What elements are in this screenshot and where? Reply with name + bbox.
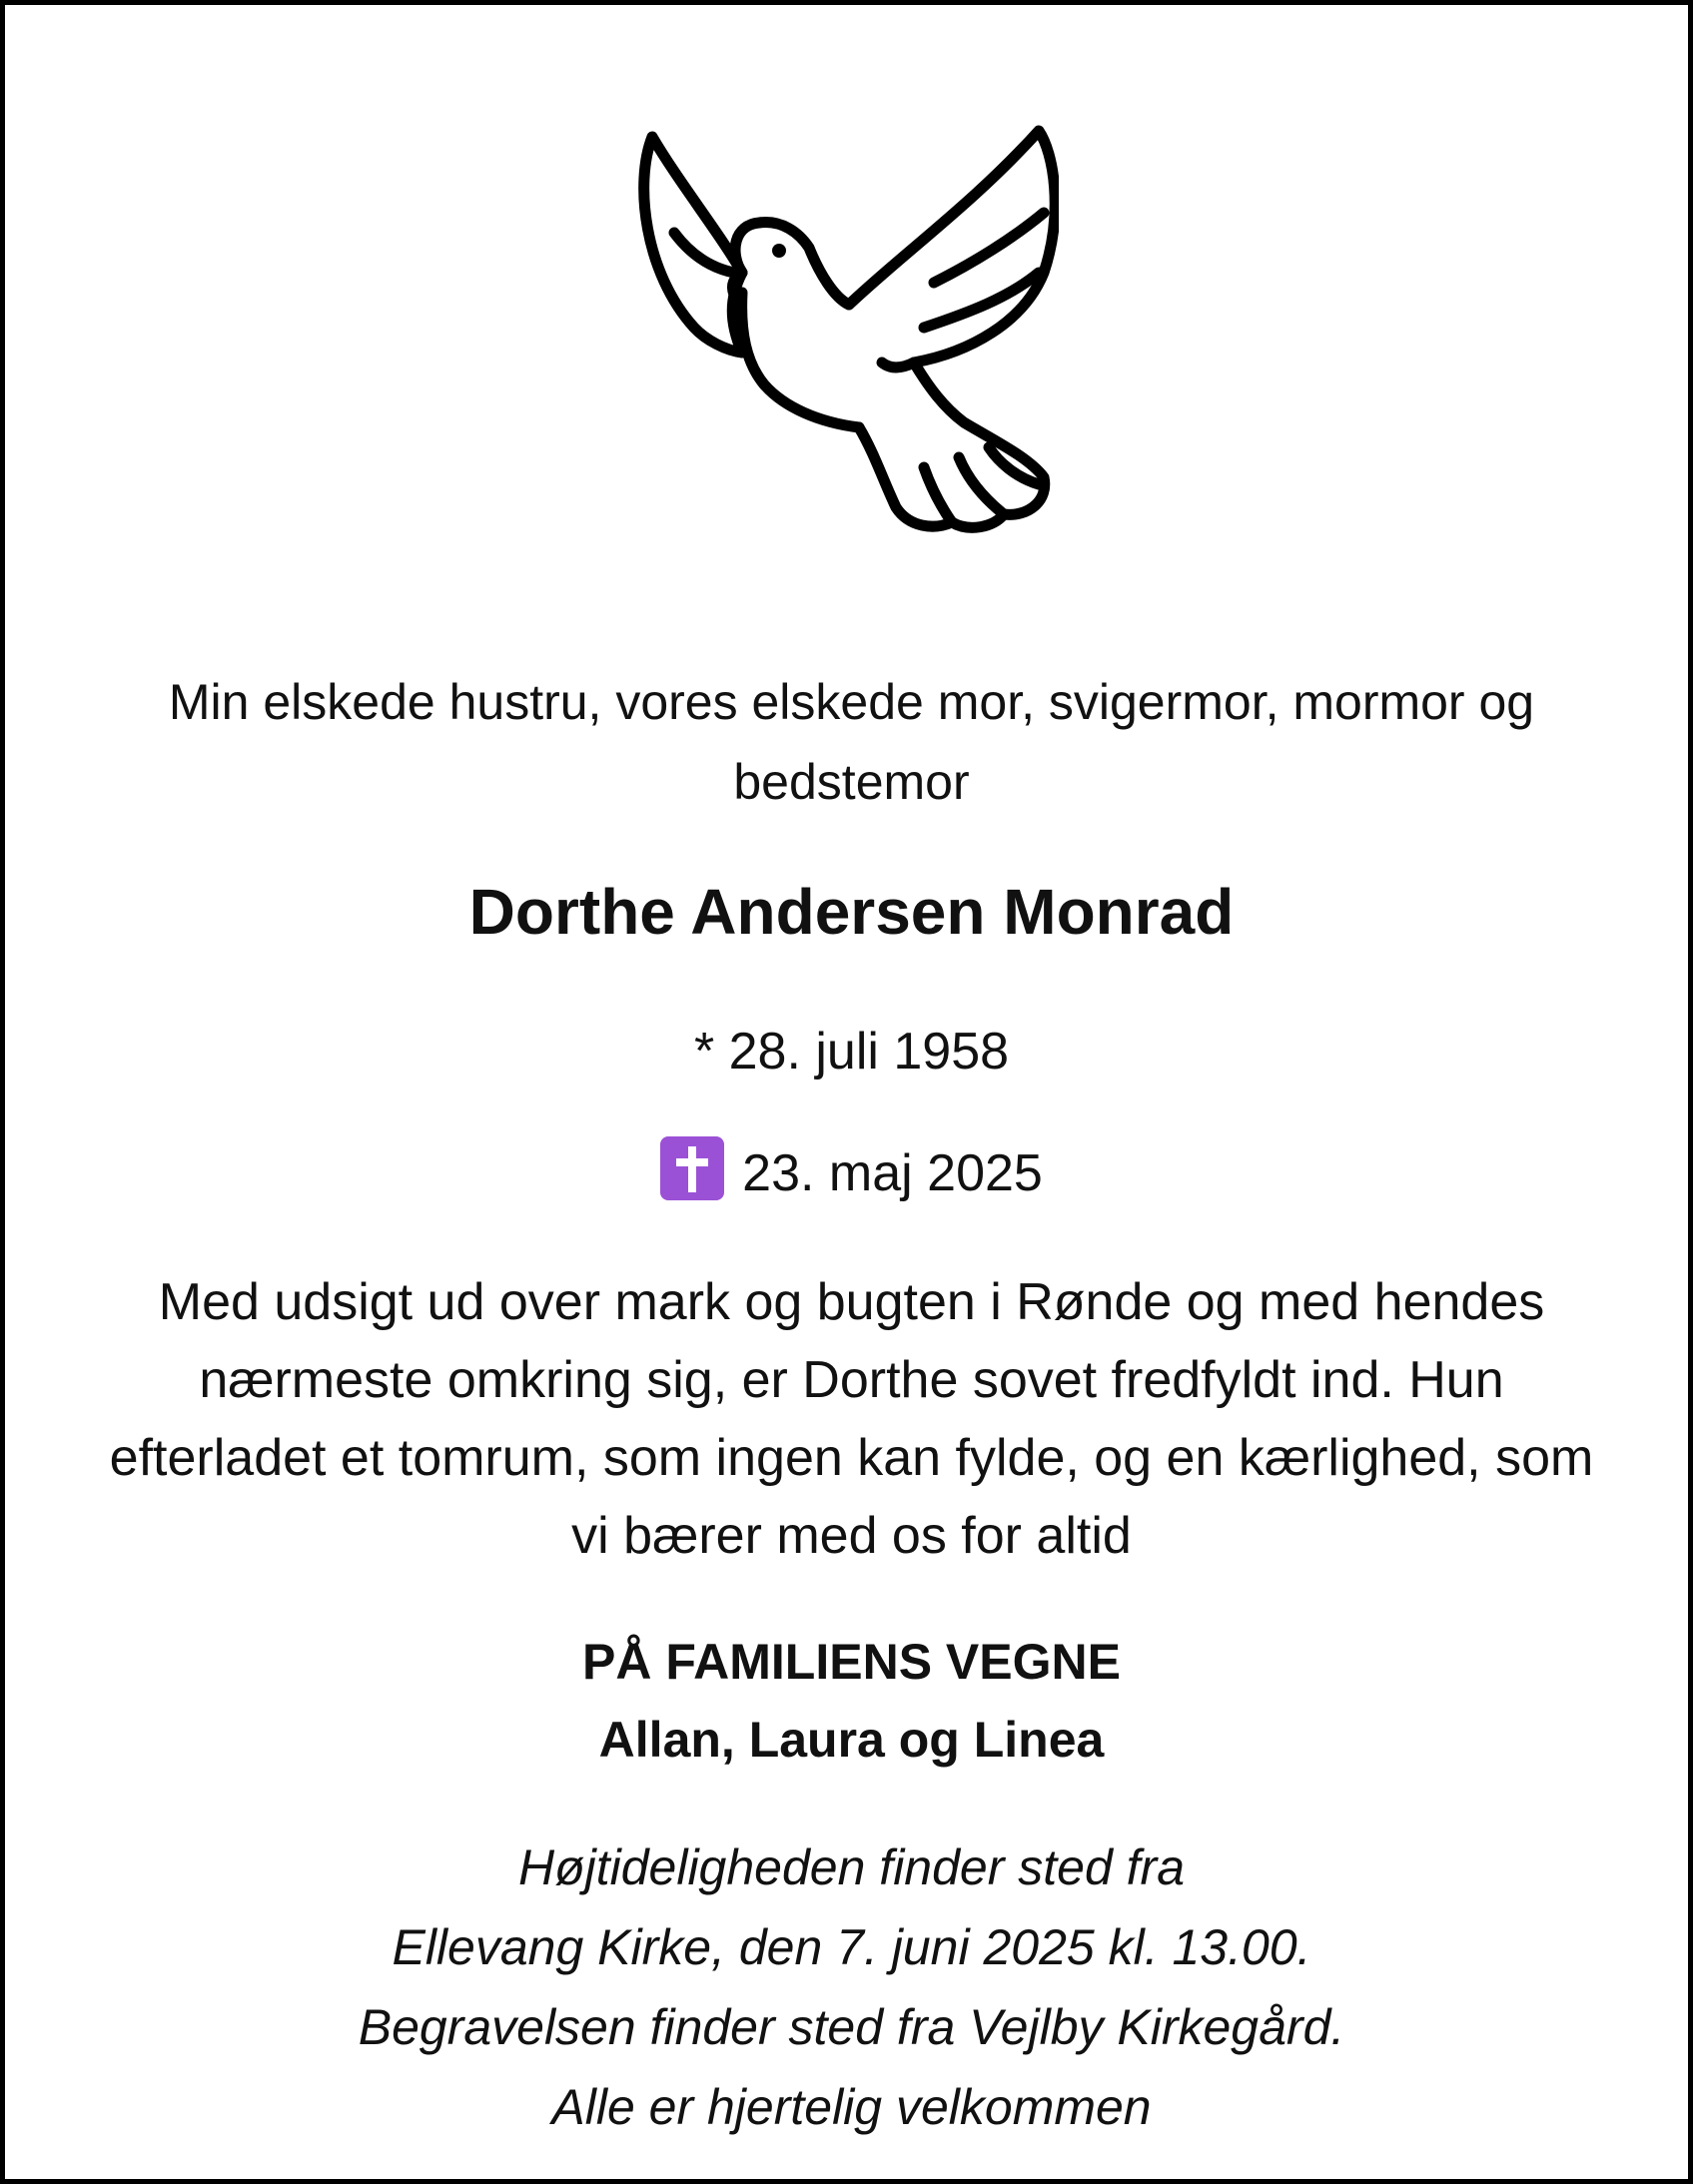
obituary-line: efterladet et tomrum, som ingen kan fylde, og en kærlighed, som [109, 1429, 1594, 1487]
death-date: 23. maj 2025 [742, 1144, 1043, 1202]
intro-line: Min elskede hustru, vores elskede mor, svigermor, mormor og [168, 674, 1535, 730]
intro-line: bedstemor [733, 754, 970, 810]
intro-text [25, 662, 1678, 822]
obituary-line: Med udsigt ud over mark og bugten i Rønde og med hendes [158, 1273, 1545, 1331]
obituary-line: vi bærer med os for altid [571, 1507, 1132, 1565]
deceased-name: Dorthe Andersen Monrad [468, 876, 1235, 948]
ceremony-info [25, 1827, 1678, 2147]
birth-date: * 28. juli 1958 [693, 1023, 1010, 1081]
death-date-row [25, 1133, 1678, 1213]
ceremony-line: Alle er hjertelig velkommen [551, 2079, 1152, 2135]
obituary-text [25, 1263, 1678, 1575]
family-names: Allan, Laura og Linea [598, 1712, 1105, 1768]
ceremony-line: Ellevang Kirke, den 7. juni 2025 kl. 13.00. [392, 1919, 1311, 1975]
dove-icon [634, 123, 1059, 542]
ceremony-line: Højtideligheden finder sted fra [517, 1839, 1186, 1895]
obituary-line: nærmeste omkring sig, er Dorthe sovet fredfyldt ind. Hun [199, 1351, 1504, 1409]
latin-cross-emoji-icon [660, 1136, 724, 1200]
family-heading: PÅ FAMILIENS VEGNE [582, 1634, 1121, 1690]
ceremony-line: Begravelsen finder sted fra Vejlby Kirkegård. [358, 1999, 1345, 2055]
